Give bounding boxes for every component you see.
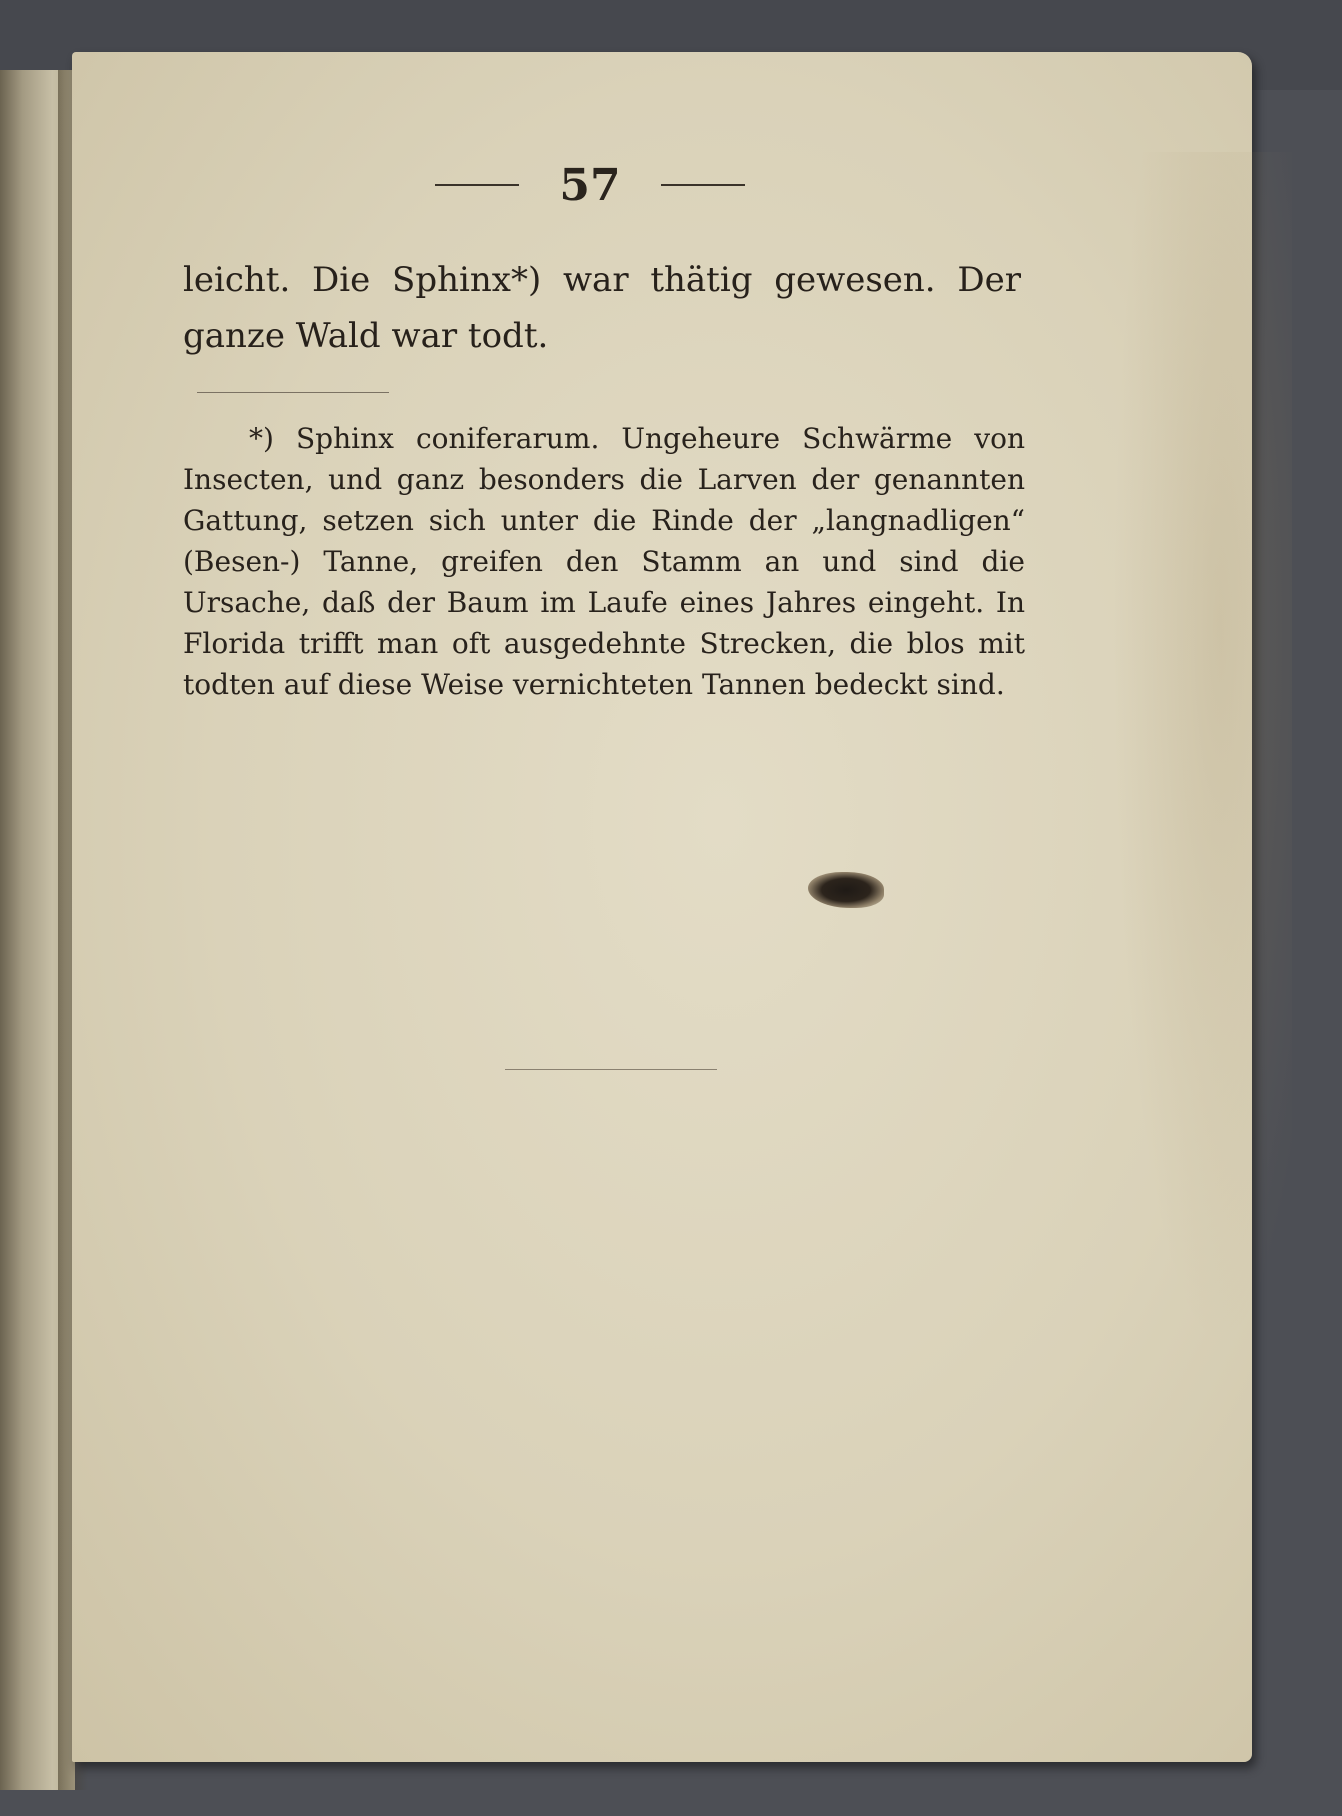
paper-stain	[1112, 152, 1292, 1352]
footnote: *) Sphinx coniferarum. Ungeheure Schwärme von Insecten, und ganz besonders die Larven der genannten Gattung, setzen sich unter die Rinde der „langnadligen“ (Besen-) Tanne, greifen den Stamm an und sind die Ursache, daß der Baum im Laufe eines Jahres eingeht. In Florida trifft man oft ausgedehnte Strecken, die blos mit todten auf diese Weise vernichteten Tannen bedeckt sind.	[183, 422, 1025, 701]
body-paragraph: leicht. Die Sphinx*) war thätig gewesen. Der ganze Wald war todt.	[183, 260, 1021, 356]
footnote-separator	[197, 392, 389, 393]
header-dash-left	[435, 184, 519, 186]
header-dash-right	[661, 184, 745, 186]
page-header	[420, 150, 760, 220]
section-end-rule	[505, 1069, 717, 1070]
page-number: 57	[559, 159, 621, 211]
